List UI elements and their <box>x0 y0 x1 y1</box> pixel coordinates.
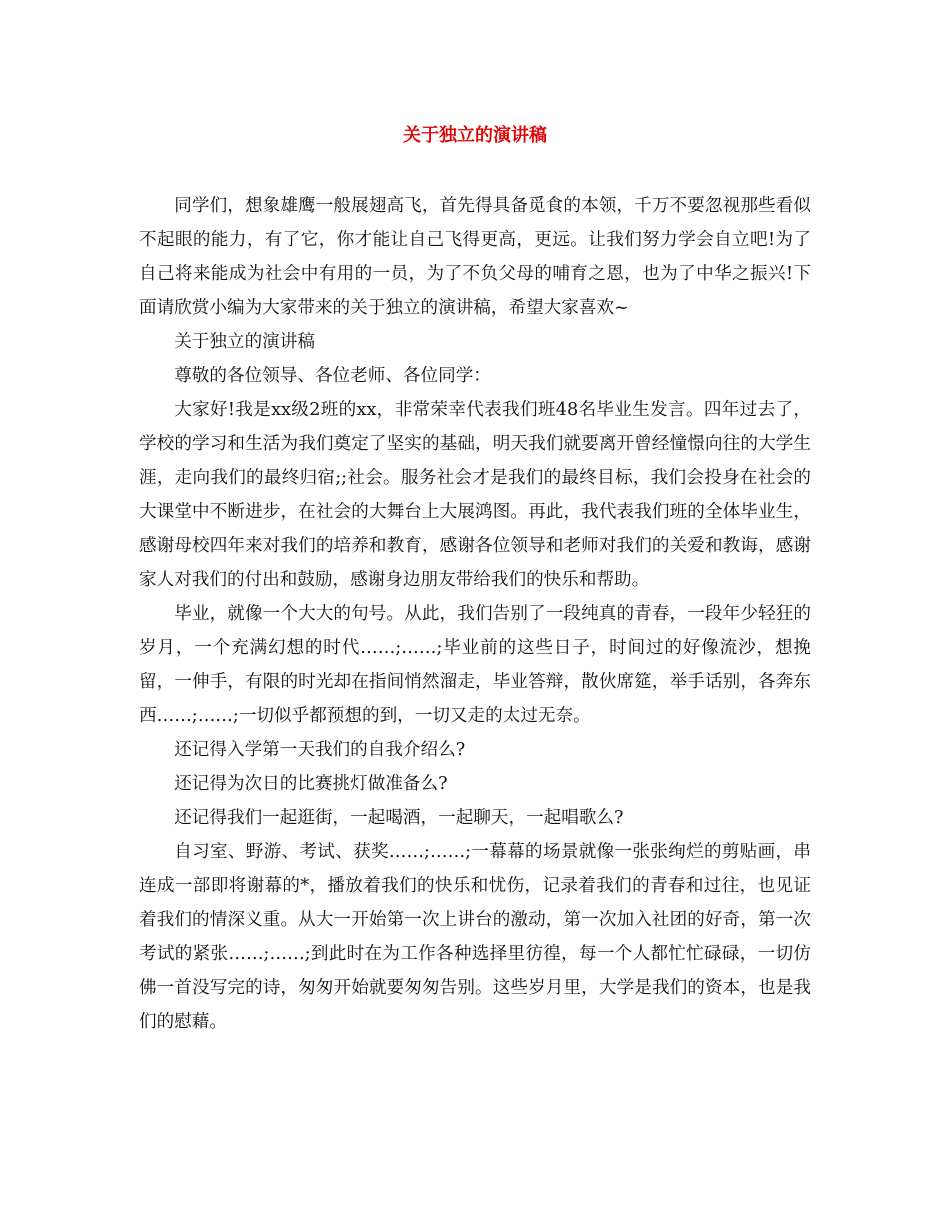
salutation: 尊敬的各位领导、各位老师、各位同学： <box>174 366 491 386</box>
intro-paragraph: 同学们，想象雄鹰一般展翅高飞，首先得具备觅食的本领，千万不要忽视那些看似不起眼的能力，有了它，你才能让自己飞得更高，更远。让我们努力学会自立吧!为了自己将来能成为社会中有用的一员，为了不负父母的哺育之恩，也为了中华之振兴!下面请欣赏小编为大家带来的关于独立的演讲稿，希望大家喜欢~ <box>139 196 811 318</box>
body-paragraph: 毕业，就像一个大大的句号。从此，我们告别了一段纯真的青春，一段年少轻狂的岁月，一个充满幻想的时代……;……;毕业前的这些日子，时间过的好像流沙，想挽留，一伸手，有限的时光却在指间悄然溜走，毕业答辩，散伙席筵，举手话别，各奔东西……;……;一切似乎都预想的到，一切又走的太过无奈。 <box>139 604 811 726</box>
document-title: 关于独立的演讲稿 <box>403 125 547 146</box>
question-line: 还记得为次日的比赛挑灯做准备么? <box>174 774 448 794</box>
speech-heading: 关于独立的演讲稿 <box>174 332 315 352</box>
question-line: 还记得入学第一天我们的自我介绍么? <box>174 740 466 760</box>
body-paragraph: 自习室、野游、考试、获奖……;……;一幕幕的场景就像一张张绚烂的剪贴画，串连成一部即将谢幕的*，播放着我们的快乐和忧伤，记录着我们的青春和过往，也见证着我们的情深义重。从大一开始第一次上讲台的激动，第一次加入社团的好奇，第一次考试的紧张……;……;到此时在为工作各种选择里彷徨，每一个人都忙忙碌碌，一切仿佛一首没写完的诗，匆匆开始就要匆匆告别。这些岁月里，大学是我们的资本，也是我们的慰藉。 <box>139 842 811 1032</box>
body-paragraph: 大家好!我是xx级2班的xx，非常荣幸代表我们班48名毕业生发言。四年过去了，学校的学习和生活为我们奠定了坚实的基础，明天我们就要离开曾经憧憬向往的大学生涯，走向我们的最终归宿;;社会。服务社会才是我们的最终目标，我们会投身在社会的大课堂中不断进步，在社会的大舞台上大展鸿图。再此，我代表我们班的全体毕业生，感谢母校四年来对我们的培养和教育，感谢各位领导和老师对我们的关爱和教诲，感谢家人对我们的付出和鼓励，感谢身边朋友带给我们的快乐和帮助。 <box>139 400 811 590</box>
question-line: 还记得我们一起逛街，一起喝酒，一起聊天，一起唱歌么? <box>174 808 624 828</box>
document-body <box>139 189 811 1039</box>
